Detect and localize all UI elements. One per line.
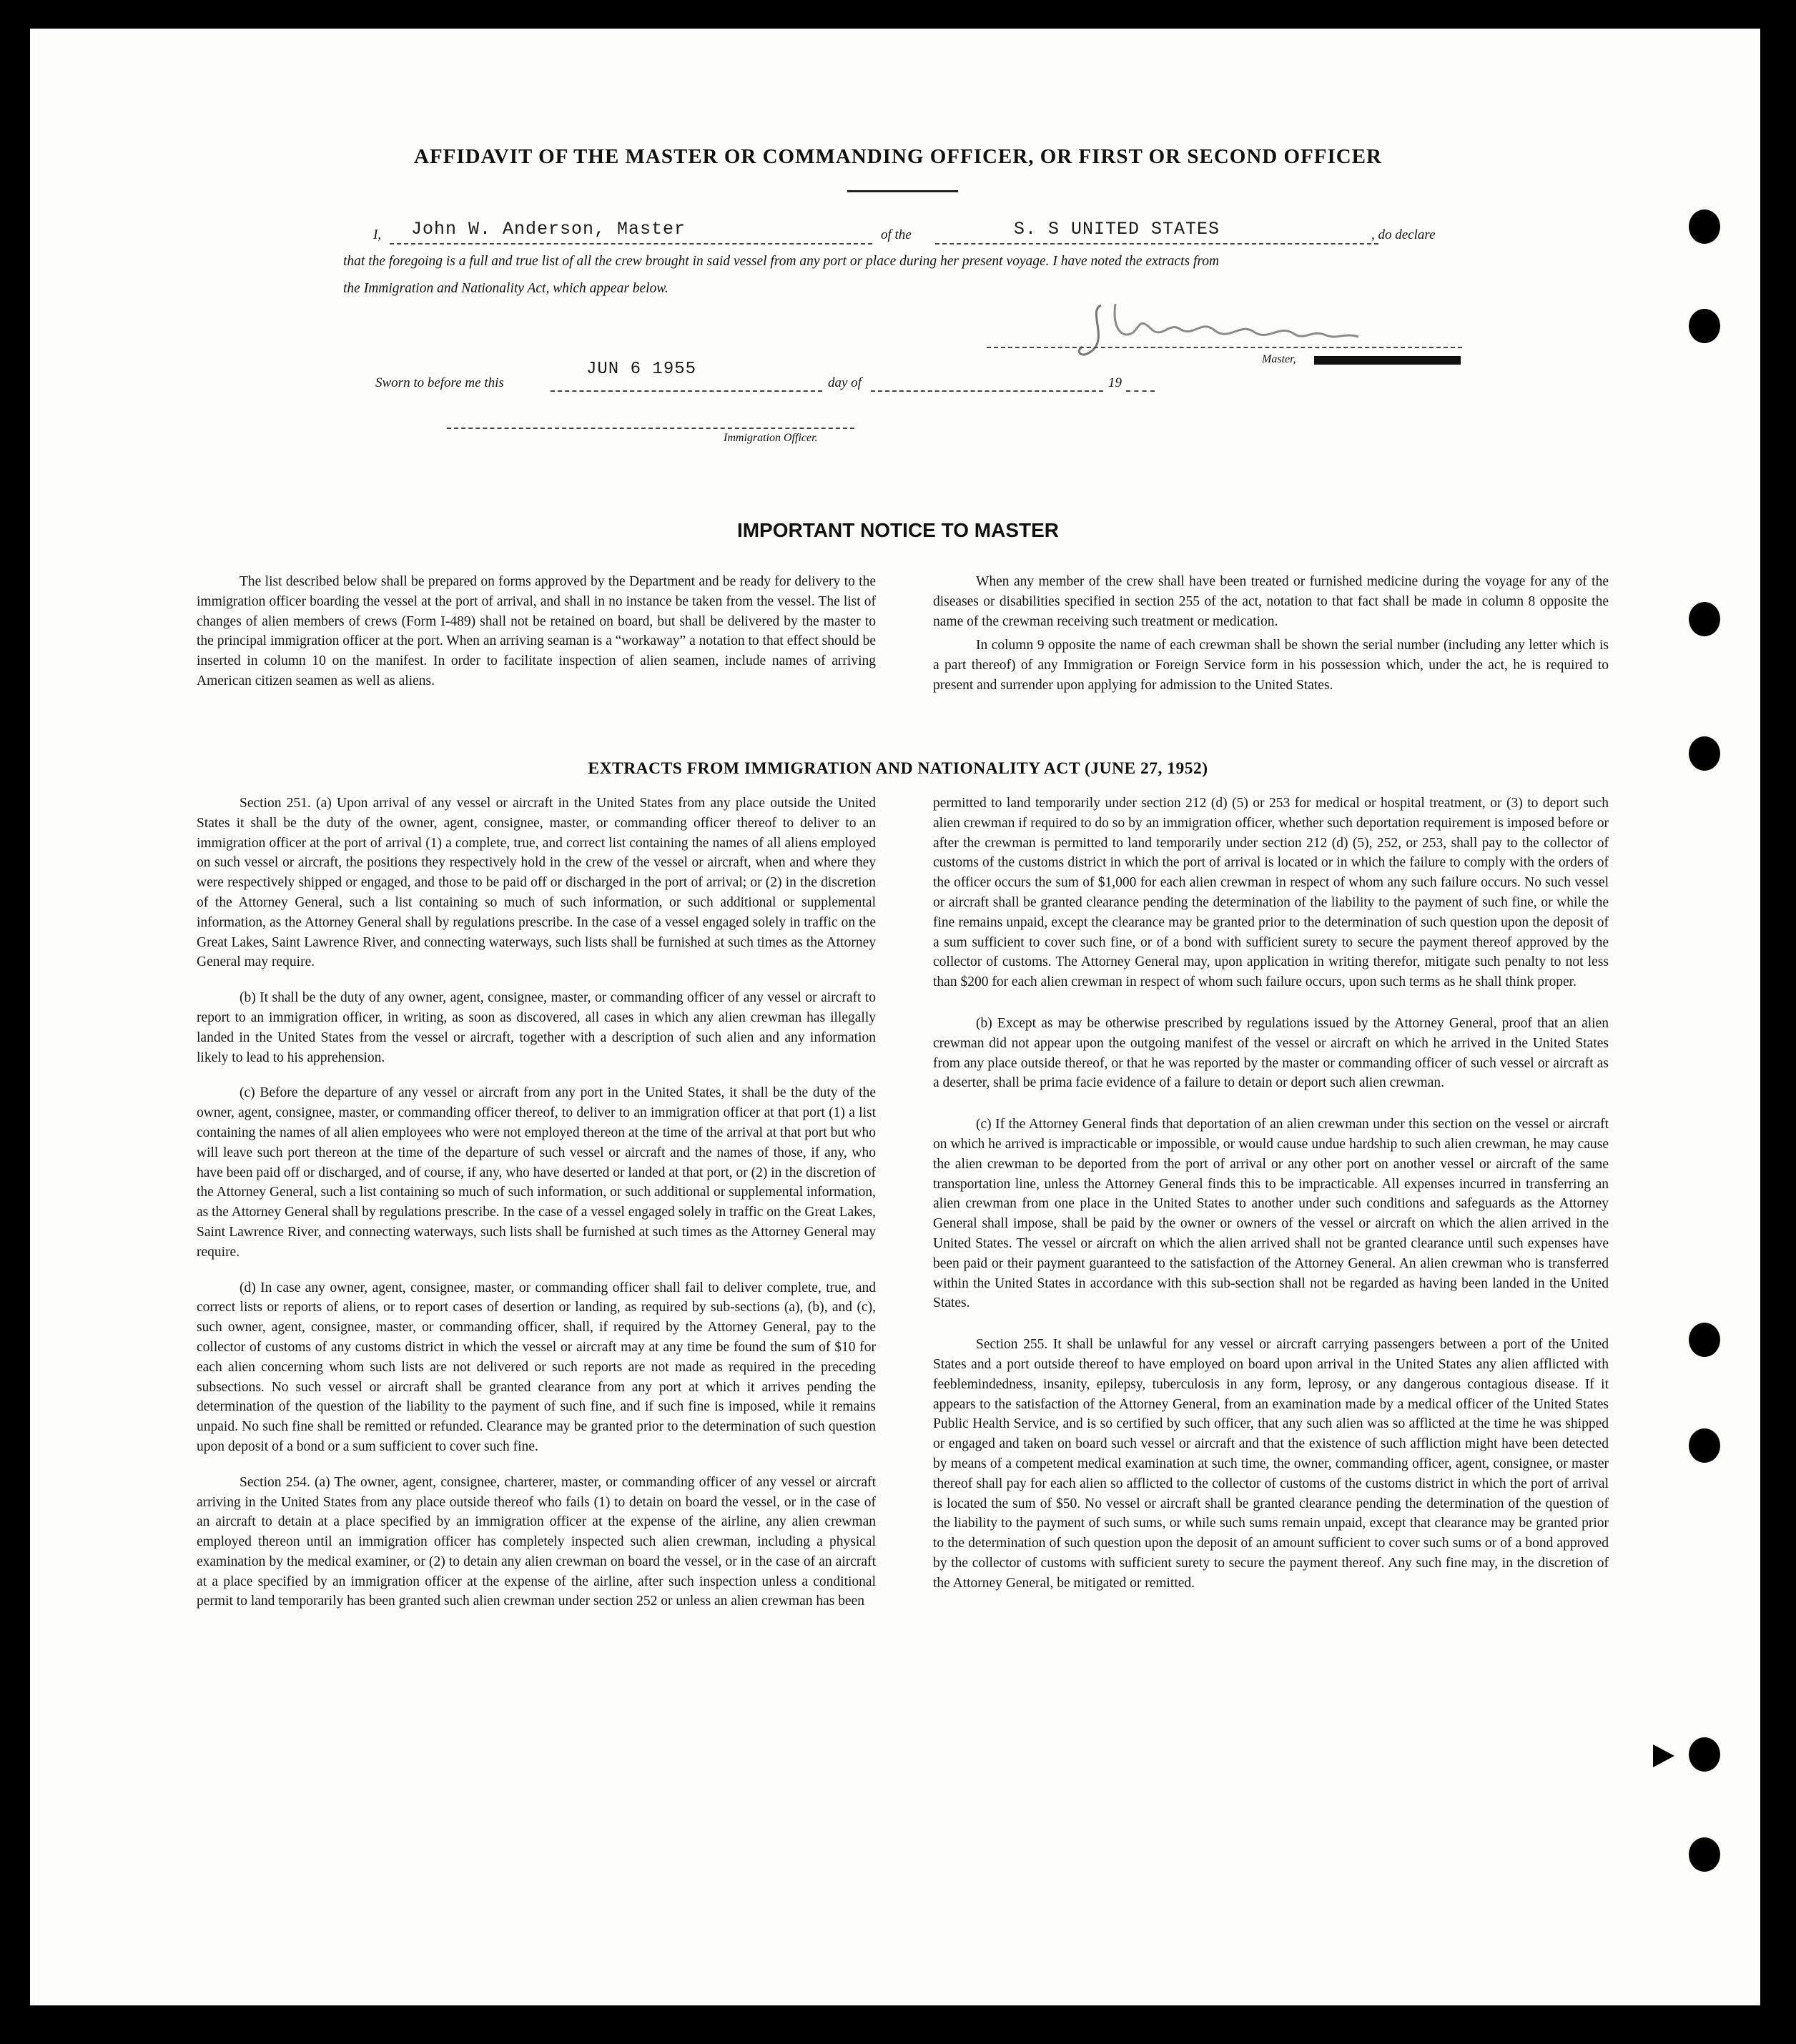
section-254-b: (b) Except as may be otherwise prescribed by regulations issued by the Attorney General, proof that an alien crewman did not appear upon the outgoing manifest of the vessel or aircraft on which he arrived in the United States from any place outside thereof, or that he was reported by the master or commanding officer of such vessel or aircraft as a deserter, shall be prima facie evidence of a failure to detain or deport such alien crewman. [933,1015,1609,1091]
binder-hole [1689,309,1720,343]
declaration-line-2: the Immigration and Nationality Act, which appear below. [343,281,668,296]
redaction-bar [1314,356,1461,365]
notice-right-column [933,572,1609,700]
month-field [871,372,1103,392]
master-signature [1072,290,1380,361]
section-251-d: (d) In case any owner, agent, consignee, master, or commanding officer shall fail to deliver complete, true, and correct lists or reports of aliens, or to report cases of desertion or landing, as required by sub-sections (a), (b), and (c), such owner, agent, consignee, master, or commanding officer, shall, if required by the Attorney General, pay to the collector of customs of any customs district in which the vessel or aircraft may at any time be found the sum of $10 for each alien concerning whom such lists are not delivered or such reports are not made as required in the preceding subsections. No such vessel or aircraft shall be granted clearance from any port at which it arrives pending the determination of the question of the liability to the payment of such fine, and if such fine is imposed, while it remains unpaid. No such fine shall be remitted or refunded. Clearance may be granted prior to the determination of such question upon deposit of a bond or a sum sufficient to cover such fine. [197,1280,876,1454]
section-251-a: Section 251. (a) Upon arrival of any vessel or aircraft in the United States from any place outside the United States it shall be the duty of the owner, agent, consignee, master, or commanding officer thereof to deliver to an immigration officer at the port of arrival (1) a complete, true, and correct list containing the names of all aliens employed on such vessel or aircraft, the positions they respectively hold in the crew of the vessel or aircraft, when and where they were respectively shipped or engaged, and those to be paid off or discharged in the port of arrival; or (2) in the discretion of the Attorney General, such a list containing so much of such information, or such additional or supplemental information, as the Attorney General shall by regulations prescribe. In the case of a vessel engaged solely in traffic on the Great Lakes, Saint Lawrence River, and connecting waterways, such lists shall be furnished at such times as the Attorney General may require. [197,796,876,970]
binder-hole [1689,736,1720,771]
affidavit-title: AFFIDAVIT OF THE MASTER OR COMMANDING OFFICER, OR FIRST OR SECOND OFFICER [414,145,1382,168]
name-typed-value: John W. Anderson, Master [411,219,686,240]
section-255: Section 255. It shall be unlawful for any vessel or aircraft carrying passengers between a port of the United States and a port outside thereof to have employed on board upon arrival in the United States any alien afflicted with feeblemindedness, insanity, epilepsy, tuberculosis in any form, leprosy, or any dangerous contagious disease. If it appears to the satisfaction of the Attorney General, from an examination made by a medical officer of the United States Public Health Service, and is so certified by such officer, that any such alien was so afflicted at the time he was shipped or engaged and taken on board such vessel or aircraft and that the existence of such affliction might have been detected by means of a competent medical examination at such time, the owner, commanding officer, agent, consignee, or master thereof shall pay for each alien so afflicted to the collector of customs of the customs district in which the port of arrival is located the sum of $50. No vessel or aircraft shall be granted clearance pending the determination of the question of the liability to the payment of such sums, or while such sums remain unpaid, except that clearance may be granted prior to the determination of such question upon the deposit of an amount sufficient to cover such sums or of a bond approved by the collector of customs with sufficient surety to secure the payment thereof. Any such fine may, in the discretion of the Attorney General, be mitigated or remitted. [933,1337,1609,1591]
notice-left-column [197,572,876,696]
binder-hole [1689,1837,1720,1872]
date-stamp: JUN 6 1955 [586,360,697,379]
year-label: 19 [1108,375,1122,390]
extracts-title: EXTRACTS FROM IMMIGRATION AND NATIONALITY ACT (JUNE 27, 1952) [588,759,1208,778]
binder-hole [1689,602,1720,636]
binder-hole [1689,1323,1720,1357]
immigration-officer-label: Immigration Officer. [724,432,818,444]
vessel-typed-value: S. S UNITED STATES [1014,219,1220,240]
sworn-label: Sworn to before me this [375,375,504,390]
master-label: Master, [1262,353,1296,365]
do-declare-label: , do declare [1371,227,1436,242]
extracts-left-column [197,794,876,1616]
title-divider [847,190,958,192]
section-254-a-continued: permitted to land temporarily under section 212 (d) (5) or 253 for medical or hospital treatment, or (3) to deport such alien crewman if required to do so by an immigration officer, whether such deportation requirement is imposed before or after the crewman is permitted to land temporarily under section 212 (d) (5), 252, or 253, shall pay to the collector of customs of the customs district in which the port of arrival is located or in which the failure to comply with the orders of the officer occurs the sum of $1,000 for each alien crewman in respect of whom any such failure occurs. No such vessel or aircraft shall be granted clearance pending the determination of the liability to the payment of such fine, or while the fine remains unpaid, except the clearance may be granted prior to the determination of such question upon the deposit of a sum sufficient to cover such fine, or of a bond with sufficient surety to secure the payment thereof approved by the collector of customs. The Attorney General may, upon application in writing therefor, mitigate such penalty to not less than $200 for each alien crewman in respect of whom such failure occurs, upon such terms as he shall think proper. [933,796,1609,990]
year-field [1126,372,1155,392]
declaration-line-1: that the foregoing is a full and true list of all the crew brought in said vessel from any port or place during her present voyage. I have noted the extracts from [343,254,1220,269]
officer-signature-line [447,413,854,429]
notice-right-paragraph-1: When any member of the crew shall have been treated or furnished medicine during the voyage for any of the diseases or disabilities specified in section 255 of the act, notation to that fact shall be made in column 8 opposite the name of the crewman receiving such treatment or medication. [933,574,1609,629]
notice-left-paragraph: The list described below shall be prepared on forms approved by the Department and be ready for delivery to the immigration officer boarding the vessel at the port of arrival, and shall in no instance be taken from the vessel. The list of changes of alien members of crews (Form I-489) shall not be retained on board, but shall be delivered by the master to the principal immigration officer at the port. When an arriving seaman is a “workaway” a notation to that effect should be inserted in column 10 on the manifest. In order to facilitate inspection of alien seamen, include names of arriving American citizen seamen as well as aliens. [197,574,876,688]
section-254-a: Section 254. (a) The owner, agent, consignee, charterer, master, or commanding officer of any vessel or aircraft arriving in the United States from any place outside thereof who fails (1) to detain on board the vessel, or in the case of an aircraft to detain at a place specified by an immigration officer at the expense of the airline, any alien crewman employed thereon until an immigration officer has completely inspected such alien crewman, including a physical examination by the medical examiner, or (2) to detain any alien crewman on board the vessel, or in the case of an aircraft at a place specified by an immigration officer at the expense of the airline, after such inspection unless a conditional permit to land temporarily has been granted such alien crewman under section 252 or unless an alien crewman has been [197,1474,876,1609]
corner-mark [1653,1744,1674,1767]
section-254-c: (c) If the Attorney General finds that deportation of an alien crewman under this section on the vessel or aircraft on which he arrived is impracticable or impossible, or would cause undue hardship to such alien crewman, he may cause the alien crewman to be deported from the port of arrival or any other port on another vessel or aircraft of the same transportation line, unless the Attorney General finds this to be impracticable. All expenses incurred in transferring an alien crewman from one place in the United States to another under such conditions and safeguards as the Attorney General shall impose, shall be paid by the owner or owners of the vessel or aircraft on which the alien arrived in the United States. The vessel or aircraft on which the alien arrived shall not be granted clearance until such expenses have been paid or their payment guaranteed to the satisfaction of the Attorney General. An alien crewman who is transferred within the United States in accordance with this sub-section shall not be regarded as having been landed in the United States. [933,1117,1609,1311]
i-label: I, [373,227,382,242]
binder-hole [1689,1737,1720,1772]
section-251-b: (b) It shall be the duty of any owner, agent, consignee, master, or commanding officer of any vessel or aircraft to report to an immigration officer, in writing, as soon as discovered, all cases in which any alien crewman has illegally landed in the United States from the vessel or aircraft, together with a description of such alien and any information likely to lead to his apprehension. [197,990,876,1065]
notice-right-paragraph-2: In column 9 opposite the name of each crewman shall be shown the serial number (including any letter which is a part thereof) of any Immigration or Foreign Service form in his possession which, under the act, he is required to present and surrender upon applying for admission to the United States. [933,638,1609,693]
extracts-right-column [933,794,1609,1597]
binder-hole [1689,209,1720,244]
notice-title: IMPORTANT NOTICE TO MASTER [736,519,1060,541]
of-the-label: of the [881,227,912,242]
day-of-label: day of [828,375,862,390]
signature-line [987,332,1462,348]
section-251-c: (c) Before the departure of any vessel or aircraft from any port in the United States, it shall be the duty of the owner, agent, consignee, master, or commanding officer thereof, to deliver to an immigration officer at that port (1) a list containing the names of all alien employees who were not employed thereon at the time of the arrival at that port but who will leave such port thereon at the time of the departure of such vessel or aircraft and the names of those, if any, who have been paid off or discharged, and of course, if any, who have deserted or landed at that port, or (2) in the discretion of the Attorney General, such a list containing so much of such information, or such additional or supplemental information, as the Attorney General shall by regulations prescribe. In the case of a vessel engaged solely in traffic on the Great Lakes, Saint Lawrence River, and connecting waterways, such lists shall be furnished at such times as the Attorney General may require. [197,1085,876,1260]
binder-hole [1689,1428,1720,1463]
